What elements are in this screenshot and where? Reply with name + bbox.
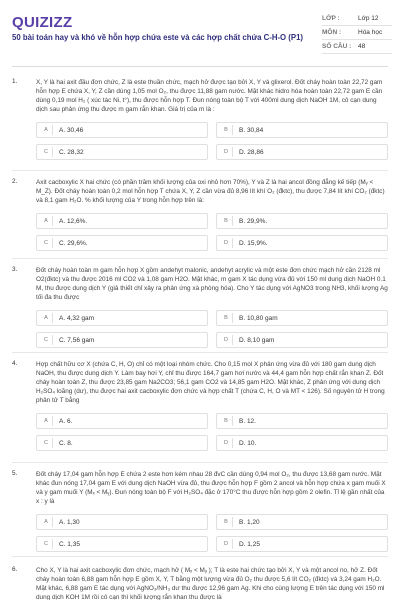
- option-text: A. 12,6%.: [59, 217, 88, 225]
- option-letter: B: [220, 313, 233, 323]
- option-text: B. 1,20: [239, 518, 260, 526]
- option-b[interactable]: [216, 514, 388, 530]
- question-divider: [12, 556, 388, 557]
- page-title: 50 bài toán hay và khó về hỗn hợp chứa este và các hợp chất chứa C-H-O (P1): [12, 33, 304, 42]
- option-text: A. 4,32 gam: [59, 314, 95, 322]
- question-number: 6.: [12, 566, 18, 573]
- option-text: D. 15,9%.: [239, 239, 268, 247]
- option-a[interactable]: [36, 310, 208, 326]
- option-text: A. 30,46: [59, 126, 84, 134]
- option-b[interactable]: [216, 310, 388, 326]
- option-a[interactable]: [36, 122, 208, 138]
- options: [36, 122, 388, 160]
- quizizz-logo: QUIZIZZ: [12, 14, 73, 31]
- header: [0, 0, 400, 70]
- option-d[interactable]: [216, 235, 388, 251]
- question-text: Đốt cháy 17,04 gam hỗn hợp E chứa 2 este hơn kém nhau 28 đvC cần dùng 0,94 mol O₂, thu được 13,68 gam nước. Mặt khác đun nóng 17,04 gam E với dung dịch NaOH vừa đủ, thu được hỗn hợp F gồm 2 ancol và hỗn hợp chứa x gam muối X và y gam muối Y (Mₓ < Mᵧ). Đun nóng toàn bộ F với H₂SO₄ đặc ở 170°C thu được hỗn hợp gồm 2 olefin. Tỉ lệ gần nhất của x : y là: [36, 471, 386, 505]
- question-number: 4.: [12, 360, 18, 367]
- option-letter: A: [40, 517, 53, 527]
- option-c[interactable]: [36, 144, 208, 160]
- option-d[interactable]: [216, 435, 388, 451]
- option-letter: B: [220, 125, 233, 135]
- meta-count-value: 48: [358, 43, 366, 50]
- meta-count-row: [322, 40, 392, 54]
- question-text: Axit cacboxylic X hai chức (có phần trăm khối lượng của oxi nhỏ hơn 70%), Y và Z là hai ancol đồng đẳng kế tiếp (Mᵧ < M_Z). Đốt cháy hoàn toàn 0,2 mol hỗn hợp T chứa X, Y, Z cần vừa đủ 8,96 lít khí O₂ (đktc), thu được 7,84 lít khí CO₂ (đktc) và 8,1 gam H₂O. % khối lượng của Y trong hỗn hợp trên là:: [36, 179, 385, 204]
- option-c[interactable]: [36, 235, 208, 251]
- question-number: 2.: [12, 178, 18, 185]
- option-letter: D: [220, 539, 233, 549]
- option-letter: C: [40, 539, 53, 549]
- option-letter: C: [40, 335, 53, 345]
- meta-count-key: SỐ CÂU :: [322, 43, 352, 50]
- option-letter: D: [220, 147, 233, 157]
- meta-subject-key: MÔN :: [322, 29, 342, 36]
- question-divider: [12, 352, 388, 353]
- option-letter: D: [220, 238, 233, 248]
- question-text: Đốt cháy hoàn toàn m gam hỗn hợp X gồm andehyt malonic, andehyt acrylic và một este đơn chức mạch hở cần 2128 ml O2(đktc) và thu được 2016 ml CO2 và 1,08 gam H2O. Mặt khác, m gam X tác dụng vừa đủ với 150 ml dung dịch NaOH 0.1 M, thu được dung dịch Y (giả thiết chỉ xảy ra phản ứng xà phòng hóa). Cho Y tác dụng với AgNO3 trong NH3, khối lượng Ag tối đa thu được: [36, 267, 388, 301]
- option-text: A. 1,30: [59, 518, 80, 526]
- question-1: [12, 78, 388, 160]
- option-a[interactable]: [36, 514, 208, 530]
- question-text: Cho X, Y là hai axit cacboxylic đơn chức, mạch hở ( Mₓ < Mᵧ ); T là este hai chức tạo bởi X, Y và một ancol no, hở Z. Đốt cháy hoàn toàn 6,88 gam hỗn hợp E gồm X, Y, T bằng một lượng vừa đủ O₂ thu được 5,6 lít CO₂ (đktc) và 3,24 gam H₂O. Mặt khác, 6,88 gam E tác dụng với AgNO₃/NH₃ dư thu được 12,96 gam Ag. Khi cho cùng lượng E trên tác dụng với 150 ml dung dịch KOH 1M rồi cô cạn thì khối lượng rắn khan thu được là: [36, 567, 385, 600]
- option-letter: C: [40, 147, 53, 157]
- option-d[interactable]: [216, 332, 388, 348]
- option-a[interactable]: [36, 413, 208, 429]
- option-text: D. 28,86: [239, 148, 264, 156]
- option-letter: B: [220, 416, 233, 426]
- option-d[interactable]: [216, 144, 388, 160]
- option-text: C. 28,32: [59, 148, 84, 156]
- option-b[interactable]: [216, 413, 388, 429]
- question-2: [12, 178, 388, 251]
- question-text: X, Y là hai axit đầu đơn chức, Z là este thuần chức, mạch hở được tạo bởi X, Y và glixerol. Đốt cháy hoàn toàn 22,72 gam hỗn hợp E chứa X, Y, Z cần dùng 1,05 mol O₂, thu được 11,88 gam nước. Mặt khác hidro hóa hoàn toàn 22,72 gam E cần dùng 0,19 mol H₂ ( xúc tác Ni, t°), thu được hỗn hợp T. Đun nóng toàn bộ T với 400ml dung dịch NaOH 1M, cô cạn dung dịch sau phản ứng thu được m gam rắn khan. Giá trị của m là :: [36, 79, 383, 113]
- question-divider: [12, 170, 388, 171]
- option-text: C. 7,56 gam: [59, 336, 95, 344]
- option-text: B. 29,9%.: [239, 217, 268, 225]
- question-divider: [12, 462, 388, 463]
- option-letter: A: [40, 416, 53, 426]
- option-text: D. 10.: [239, 439, 257, 447]
- question-5: [12, 470, 388, 552]
- option-a[interactable]: [36, 213, 208, 229]
- option-c[interactable]: [36, 332, 208, 348]
- options: [36, 514, 388, 552]
- meta-class-key: LỚP :: [322, 15, 340, 22]
- question-number: 1.: [12, 78, 18, 85]
- option-letter: A: [40, 313, 53, 323]
- header-divider: [12, 66, 388, 67]
- option-text: B. 12.: [239, 417, 256, 425]
- option-letter: A: [40, 125, 53, 135]
- options: [36, 413, 388, 451]
- meta-subject-row: [322, 26, 392, 40]
- option-text: B. 10,80 gam: [239, 314, 278, 322]
- question-6: [12, 566, 388, 600]
- option-c[interactable]: [36, 435, 208, 451]
- question-text: Hợp chất hữu cơ X (chứa C, H, O) chỉ có một loại nhóm chức. Cho 0,15 mol X phản ứng vừa đủ với 180 gam dung dịch NaOH, thu được dung dịch Y. Làm bay hơi Y, chỉ thu được 164,7 gam hơi nước và 44,4 gam hỗn hợp chất rắn khan Z. Đốt cháy hoàn toàn Z, thu được 23,85 gam Na2CO3; 56,1 gam CO2 và 14,85 gam H2O. Mặt khác, Z phản ứng với dung dịch H₂SO₄ loãng (dư), thu được hai axit cacboxylic đơn chức và hợp chất T (chứa C, H, O và MT < 126). Số nguyên tử H trong phân tử T bằng: [36, 361, 385, 404]
- option-text: C. 1,35: [59, 540, 80, 548]
- options: [36, 310, 388, 348]
- option-text: D. 1,25: [239, 540, 260, 548]
- option-letter: B: [220, 517, 233, 527]
- option-text: C. 8.: [59, 439, 73, 447]
- meta-subject-value: Hóa học: [358, 29, 383, 36]
- option-letter: A: [40, 216, 53, 226]
- options: [36, 213, 388, 251]
- option-text: B. 30,84: [239, 126, 264, 134]
- option-c[interactable]: [36, 536, 208, 552]
- option-letter: C: [40, 438, 53, 448]
- option-text: A. 6.: [59, 417, 73, 425]
- option-b[interactable]: [216, 122, 388, 138]
- option-letter: C: [40, 238, 53, 248]
- option-text: D. 8,10 gam: [239, 336, 275, 344]
- option-d[interactable]: [216, 536, 388, 552]
- meta-box: [322, 12, 392, 54]
- option-letter: D: [220, 438, 233, 448]
- question-divider: [12, 258, 388, 259]
- option-letter: B: [220, 216, 233, 226]
- option-b[interactable]: [216, 213, 388, 229]
- question-number: 3.: [12, 266, 18, 273]
- meta-class-row: [322, 12, 392, 26]
- meta-class-value: Lớp 12: [358, 15, 379, 22]
- option-text: C. 29,6%.: [59, 239, 88, 247]
- option-letter: D: [220, 335, 233, 345]
- question-4: [12, 360, 388, 451]
- question-number: 5.: [12, 470, 18, 477]
- question-3: [12, 266, 388, 348]
